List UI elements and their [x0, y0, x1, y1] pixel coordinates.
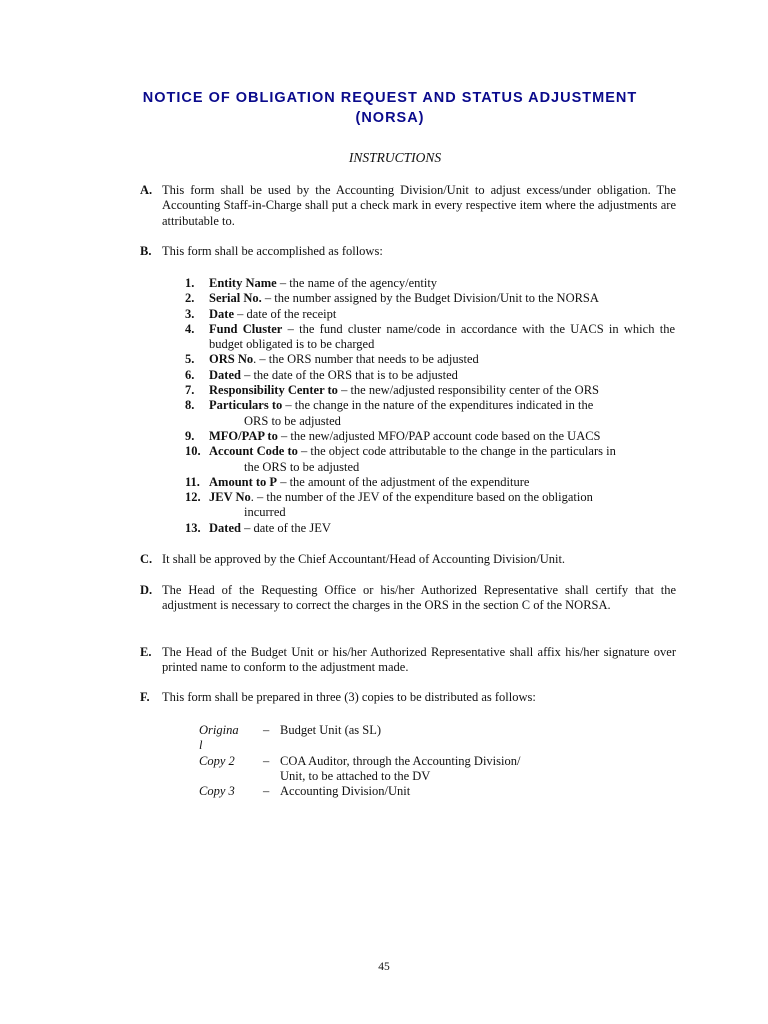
item-description: – the object code attributable to the change in the particulars in — [297, 444, 616, 459]
copy-recipient-cont: Unit, to be attached to the DV — [280, 768, 431, 783]
item-number: 13. — [185, 520, 201, 535]
list-item — [185, 276, 675, 291]
item-term: MFO/PAP to — [209, 428, 278, 443]
item-number: 5. — [185, 352, 195, 367]
list-item — [185, 322, 675, 353]
item-description-continued: the ORS to be adjusted — [244, 459, 360, 474]
section-text: This form shall be prepared in three (3) copies to be distributed as follows: — [162, 690, 536, 704]
section-b — [140, 244, 676, 259]
copy-label: Copy 2 — [199, 753, 235, 768]
item-description: – the number assigned by the Budget Division/Unit to the NORSA — [261, 291, 599, 306]
item-number: 3. — [185, 306, 195, 321]
page-number: 45 — [378, 961, 390, 973]
item-term: Particulars to — [209, 398, 283, 413]
item-description: – the date of the ORS that is to be adjusted — [240, 367, 458, 382]
section-text: This form shall be accomplished as follows: — [162, 244, 383, 258]
section-text: The Head of the Budget Unit or his/her Authorized Representative shall affix his/her signature over printed name to conform to the adjustment made. — [162, 645, 676, 675]
section-e — [140, 645, 676, 676]
item-number: 8. — [185, 398, 195, 413]
instruction-item-list — [185, 276, 675, 536]
list-item — [185, 521, 675, 536]
item-term: Responsibility Center to — [209, 383, 338, 398]
section-letter: F. — [140, 690, 150, 704]
item-number: 11. — [185, 474, 200, 489]
item-term: Entity Name — [209, 276, 277, 290]
item-term: Serial No. — [209, 291, 262, 306]
item-description: . – the number of the JEV of the expenditure based on the obligation — [250, 490, 593, 505]
list-item — [185, 383, 675, 398]
section-letter: E. — [140, 645, 152, 659]
item-description: – the change in the nature of the expenditures indicated in the — [282, 398, 594, 413]
list-item — [185, 475, 675, 490]
item-number: 2. — [185, 291, 195, 306]
section-text: It shall be approved by the Chief Accountant/Head of Accounting Division/Unit. — [162, 552, 566, 566]
list-item — [185, 291, 675, 306]
section-text: This form shall be used by the Accounting Division/Unit to adjust excess/under obligation. The Accounting Staff-in-Charge shall put a check mark in every respective item where the adjustments are attributable to. — [162, 183, 676, 228]
item-description: – date of the JEV — [240, 520, 331, 535]
section-letter: A. — [140, 183, 153, 197]
section-f — [140, 690, 676, 705]
item-term: Dated — [209, 367, 241, 382]
item-term: Amount to P — [209, 474, 278, 489]
dash: – — [263, 723, 270, 737]
document-title: NOTICE OF OBLIGATION REQUEST AND STATUS ADJUSTMENT — [142, 90, 638, 106]
item-number: 1. — [185, 276, 195, 290]
item-number: 4. — [185, 321, 195, 336]
item-description: – the fund cluster name/code in accordance with the UACS in which the budget obligated is to be charged — [209, 321, 675, 352]
item-number: 10. — [185, 444, 201, 459]
document-title-acronym: (NORSA) — [355, 110, 425, 126]
list-item — [185, 307, 675, 322]
item-number: 7. — [185, 383, 195, 398]
item-term: Dated — [209, 520, 241, 535]
item-term: Account Code to — [209, 444, 298, 459]
item-number: 6. — [185, 367, 195, 382]
item-description: – the amount of the adjustment of the expenditure — [277, 474, 530, 489]
list-item — [185, 429, 675, 444]
list-item — [185, 368, 675, 383]
dash: – — [263, 753, 270, 768]
list-item — [185, 490, 675, 521]
item-term: ORS No — [209, 352, 254, 367]
section-text: The Head of the Requesting Office or his/her Authorized Representative shall certify that the adjustment is necessary to correct the charges in the ORS in the section C of the NORSA. — [162, 583, 676, 613]
section-letter: C. — [140, 552, 153, 566]
instructions-heading: INSTRUCTIONS — [348, 150, 442, 165]
list-item — [185, 444, 675, 475]
dash: – — [263, 784, 270, 799]
item-description: – the new/adjusted MFO/PAP account code based on the UACS — [277, 428, 601, 443]
section-letter: B. — [140, 244, 152, 258]
item-description: – date of the receipt — [234, 306, 337, 321]
section-letter: D. — [140, 583, 153, 597]
item-description: . – the ORS number that needs to be adjusted — [253, 352, 479, 367]
item-description: – the name of the agency/entity — [276, 276, 438, 290]
item-description-continued: ORS to be adjusted — [244, 413, 341, 428]
item-number: 9. — [185, 428, 195, 443]
section-a — [140, 183, 676, 229]
copy-label: l — [199, 738, 203, 753]
copy-label: Copy 3 — [199, 784, 235, 799]
item-description: – the new/adjusted responsibility center of the ORS — [337, 383, 599, 398]
copy-recipient: Budget Unit (as SL) — [280, 723, 382, 737]
copy-recipient: Accounting Division/Unit — [280, 784, 411, 799]
copy-label: Origina — [199, 723, 239, 737]
copy-recipient: COA Auditor, through the Accounting Division/ — [280, 753, 521, 768]
section-c — [140, 552, 676, 567]
section-d — [140, 583, 676, 614]
item-number: 12. — [185, 490, 201, 505]
item-term: JEV No — [209, 490, 251, 505]
list-item — [185, 398, 675, 429]
item-term: Date — [209, 306, 234, 321]
list-item — [185, 352, 675, 367]
item-description-continued: incurred — [244, 505, 286, 520]
item-term: Fund Cluster — [209, 321, 283, 336]
